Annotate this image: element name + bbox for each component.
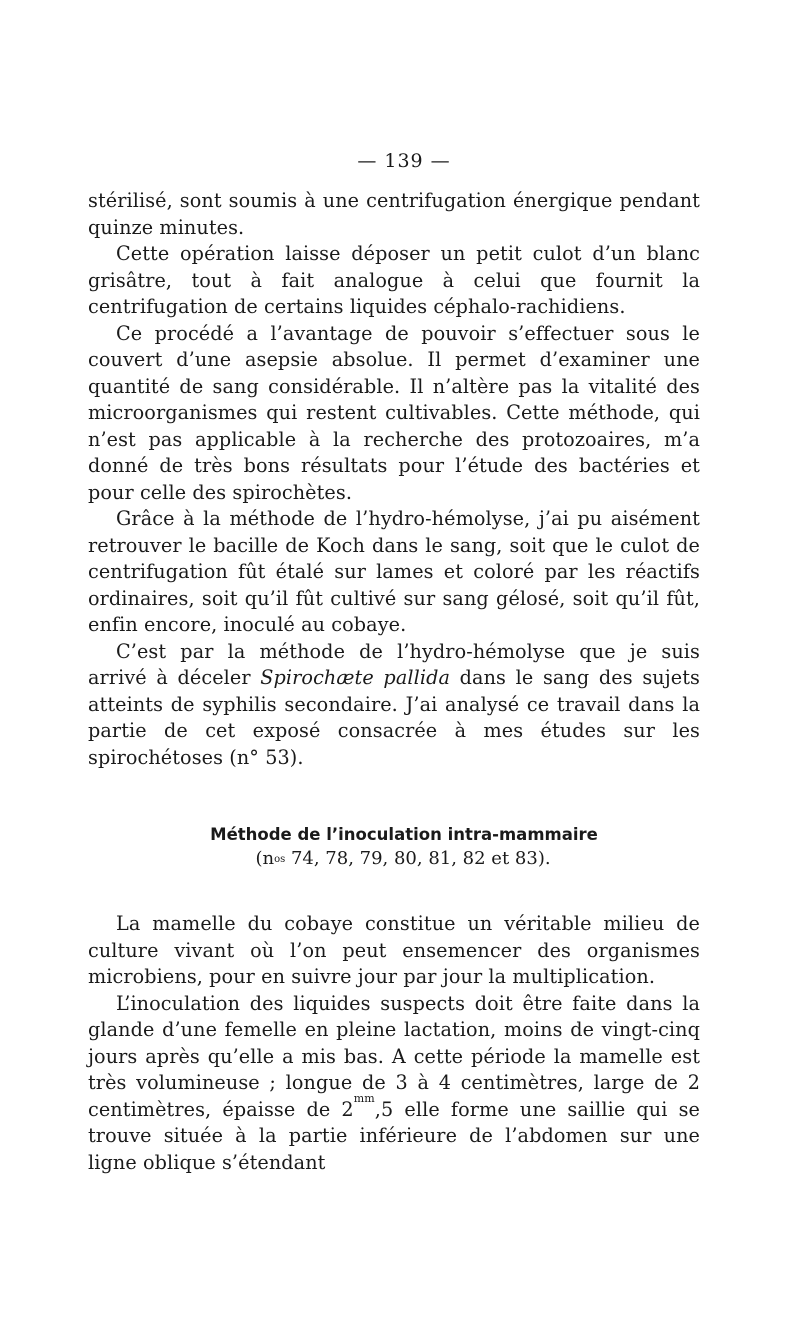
section-title: Méthode de l’inoculation intra-mammaire: [210, 825, 598, 844]
paragraph-continuation: stérilisé, sont soumis à une centrifugation énergique pendant quinze minutes.: [88, 189, 700, 239]
paragraph-spirochaete-text-2: dans le sang des sujets atteints de syphilis secondaire. J’ai analysé ce travail dans la partie de cet exposé consacrée à mes études sur les spirochétoses (n° 53).: [88, 666, 701, 769]
page-number: — 139 —: [357, 150, 451, 172]
paragraph-centrifugation-result: Cette opération laisse déposer un petit culot d’un blanc grisâtre, tout à fait analogue à celui que fournit la centrifugation de certains liquides céphalo-rachidiens.: [88, 242, 700, 318]
section-references: [88, 847, 700, 871]
section-text: [88, 911, 700, 1176]
main-text: [88, 188, 700, 771]
section-heading: [88, 823, 700, 871]
paragraph-mammary-culture: La mamelle du cobaye constitue un véritable milieu de culture vivant où l’on peut ensemencer des organismes microbiens, pour en suivre jour par jour la multiplication.: [88, 912, 700, 988]
paragraph-spirochaete: [88, 639, 700, 772]
book-page: [88, 150, 700, 1176]
species-name: Spirochæte pallida: [260, 666, 450, 689]
paragraph-inoculation-procedure: [88, 991, 700, 1177]
section-references-prefix: (n: [255, 848, 275, 869]
section-references-sup: os: [274, 854, 286, 865]
paragraph-method-advantages: Ce procédé a l’avantage de pouvoir s’effectuer sous le couvert d’une asepsie absolue. Il permet d’examiner une quantité de sang considérable. Il n’altère pas la vitalité des microorganismes qui restent cultivables. Cette méthode, qui n’est pas applicable à la recherche des protozoaires, m’a donné de très bons résultats pour l’étude des bactéries et pour celle des spirochètes.: [88, 321, 700, 504]
paragraph-inoculation-text-2: ,5 elle forme une saillie qui se trouve située à la partie inférieure de l’abdomen sur une ligne oblique s’étendant: [88, 1097, 700, 1174]
unit-superscript: mm: [353, 1091, 375, 1105]
paragraph-inoculation-text-1: L’inoculation des liquides suspects doit être faite dans la glande d’une femelle en pleine lactation, moins de vingt-cinq jours après qu’elle a mis bas. A cette période la mamelle est très volumineuse ; longue de 3 à 4 centimètres, large de 2 centimètres, épaisse de 2: [88, 991, 700, 1121]
paragraph-koch-bacillus: Grâce à la méthode de l’hydro-hémolyse, j’ai pu aisément retrouver le bacille de Koch dans le sang, soit que le culot de centrifugation fût étalé sur lames et coloré par les réactifs ordinaires, soit qu’il fût cultivé sur sang gélosé, soit qu’il fût, enfin encore, inoculé au cobaye.: [88, 507, 700, 636]
section-references-numbers: 74, 78, 79, 80, 81, 82 et 83).: [285, 848, 551, 869]
paragraph-spirochaete-text-1: C’est par la méthode de l’hydro-hémolyse que je suis arrivé à déceler: [88, 639, 700, 689]
